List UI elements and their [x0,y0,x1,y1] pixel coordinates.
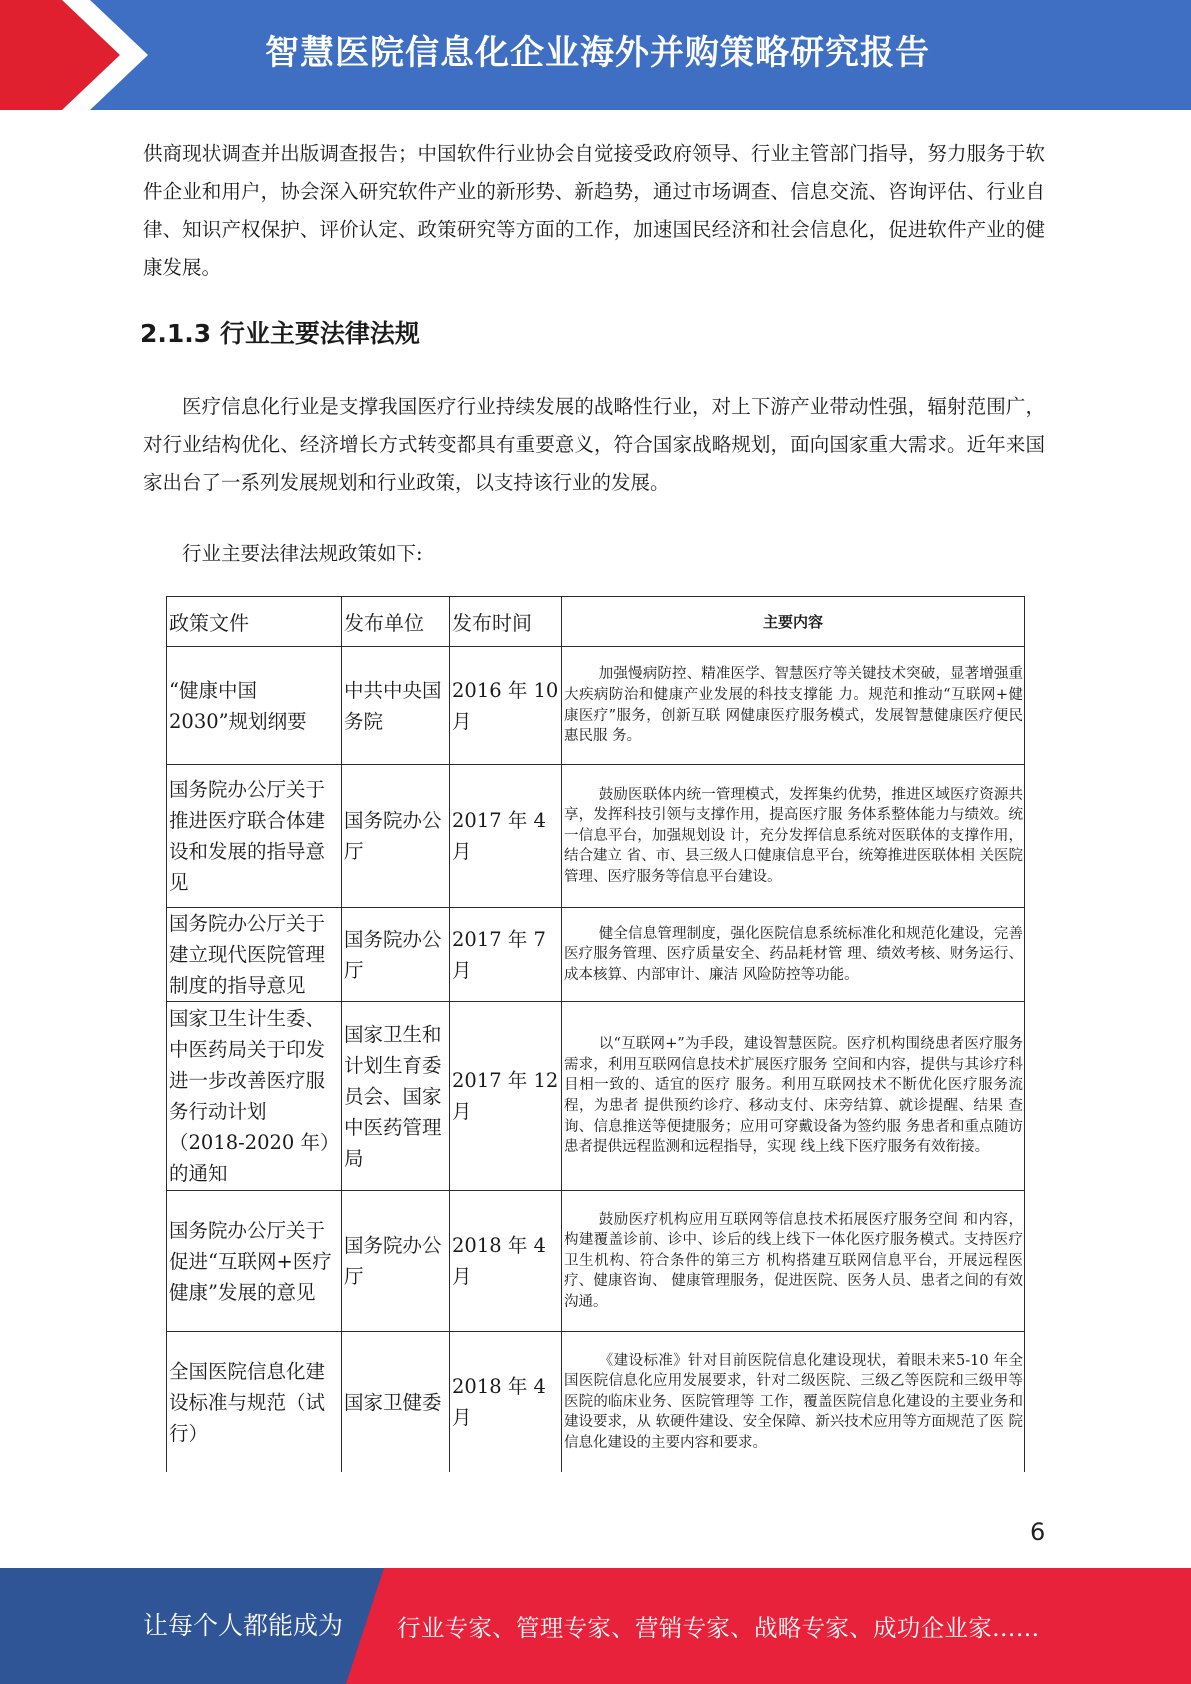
policy-document-cell: 全国医院信息化建设标准与规范（试行） [167,1332,342,1473]
main-content-text: 加强慢病防控、精准医学、智慧医疗等关键技术突破，显著增强重大疾病防治和健康产业发展的科技支撑能 力。规范和推动“互联网+健康医疗”服务，创新互联 网健康医疗服务模式，发展智慧健康医疗便民惠民服 务。 [564,666,1023,745]
issue-date-cell: 2016 年 10 月 [450,647,562,765]
main-content-cell [562,908,1025,1002]
header-issue-date: 发布时间 [450,597,562,647]
table-intro-text: 行业主要法律法规政策如下: [182,542,423,565]
policy-document-cell: 国务院办公厅关于推进医疗联合体建设和发展的指导意见 [167,765,342,908]
main-content-cell [562,1002,1025,1191]
issue-date-cell: 2018 年 4 月 [450,1191,562,1332]
policy-document-cell: 国家卫生计生委、中医药局关于印发进一步改善医疗服务行动计划（2018-2020 年）的通知 [167,1002,342,1191]
table-row [167,1191,1025,1332]
page-header-band [0,0,1191,110]
header-policy-document: 政策文件 [167,597,342,647]
issue-date-cell: 2017 年 12 月 [450,1002,562,1191]
document-title: 智慧医院信息化企业海外并购策略研究报告 [265,33,930,73]
table-header-row [167,597,1025,647]
issuing-unit-cell: 中共中央国务院 [342,647,450,765]
table-row [167,908,1025,1002]
policy-document-cell: “健康中国 2030”规划纲要 [167,647,342,765]
main-content-cell [562,765,1025,908]
page-number: 6 [1030,1518,1046,1546]
header-issuing-unit: 发布单位 [342,597,450,647]
table-row [167,765,1025,908]
policy-document-cell: 国务院办公厅关于建立现代医院管理制度的指导意见 [167,908,342,1002]
main-content-cell [562,647,1025,765]
page-footer-band [0,1568,1191,1684]
issuing-unit-cell: 国务院办公厅 [342,1191,450,1332]
issuing-unit-cell: 国家卫健委 [342,1332,450,1473]
main-content-text: 鼓励医疗机构应用互联网等信息技术拓展医疗服务空间 和内容，构建覆盖诊前、诊中、诊后的线上线下一体化医疗服务模式。支持医疗卫生机构、符合条件的第三方 机构搭建互联网信息平台，开展远程医疗、健康咨询、 健康管理服务，促进医院、医务人员、患者之间的有效 沟通。 [564,1211,1023,1310]
main-content-text: 健全信息管理制度，强化医院信息系统标准化和规范化建设，完善医疗服务管理、医疗质量安全、药品耗材管 理、绩效考核、财务运行、成本核算、内部审计、廉洁 风险防控等功能。 [564,925,1023,983]
main-content-cell [562,1191,1025,1332]
main-content-text: 《建设标准》针对目前医院信息化建设现状，着眼未来5-10 年全国医院信息化应用发展要求，针对二级医院、三级乙等医院和三级甲等医院的临床业务、医院管理等 工作，覆盖医院信息化建设的主要业务和建设要求，从 软硬件建设、安全保障、新兴技术应用等方面规范了医 院信息化建设的主要内容和要求。 [564,1352,1023,1451]
issue-date-cell: 2017 年 7 月 [450,908,562,1002]
header-main-content: 主要内容 [562,597,1025,647]
issuing-unit-cell: 国家卫生和计划生育委员会、国家中医药管理局 [342,1002,450,1191]
issue-date-cell: 2018 年 4 月 [450,1332,562,1473]
main-content-text: 以“互联网+”为手段，建设智慧医院。医疗机构围绕患者医疗服务需求，利用互联网信息技术扩展医疗服务 空间和内容，提供与其诊疗科目相一致的、适宜的医疗 服务。利用互联网技术不断优化医疗服务流程，为患者 提供预约诊疗、移动支付、床旁结算、就诊提醒、结果 查询、信息推送等便捷服务；应用可穿戴设备为签约服 务患者和重点随访患者提供远程监测和远程指导，实现 线上线下医疗服务有效衔接。 [564,1036,1023,1156]
main-content-text: 鼓励医联体内统一管理模式，发挥集约优势，推进区域医疗资源共享，发挥科技引领与支撑作用，提高医疗服 务体系整体能力与绩效。统一信息平台，加强规划设 计，充分发挥信息系统对医联体的支撑作用，结合建立 省、市、县三级人口健康信息平台，统筹推进医联体相 关医院管理、医疗服务等信息平台建设。 [564,786,1023,885]
issuing-unit-cell: 国务院办公厅 [342,908,450,1002]
issue-date-cell: 2017 年 4 月 [450,765,562,908]
table-row [167,647,1025,765]
policy-document-cell: 国务院办公厅关于促进“互联网+医疗健康”发展的意见 [167,1191,342,1332]
table-row [167,1332,1025,1473]
policy-table [166,596,1025,1472]
body-paragraph: 医疗信息化行业是支撑我国医疗行业持续发展的战略性行业，对上下游产业带动性强，辐射范围广，对行业结构优化、经济增长方式转变都具有重要意义，符合国家战略规划，面向国家重大需求。近年来国家出台了一系列发展规划和行业政策，以支持该行业的发展。 [143,395,1045,494]
section-heading: 2.1.3 行业主要法律法规 [140,319,420,348]
table-row [167,1002,1025,1191]
intro-paragraph: 供商现状调查并出版调查报告；中国软件行业协会自觉接受政府领导、行业主管部门指导，努力服务于软件企业和用户，协会深入研究软件产业的新形势、新趋势，通过市场调查、信息交流、咨询评估、行业自律、知识产权保护、评价认定、政策研究等方面的工作，加速国民经济和社会信息化，促进软件产业的健康发展。 [143,142,1045,279]
footer-slogan-left: 让每个人都能成为 [143,1611,344,1640]
main-content-cell [562,1332,1025,1473]
issuing-unit-cell: 国务院办公厅 [342,765,450,908]
footer-slogan-right: 行业专家、管理专家、营销专家、战略专家、成功企业家…… [397,1614,1040,1642]
